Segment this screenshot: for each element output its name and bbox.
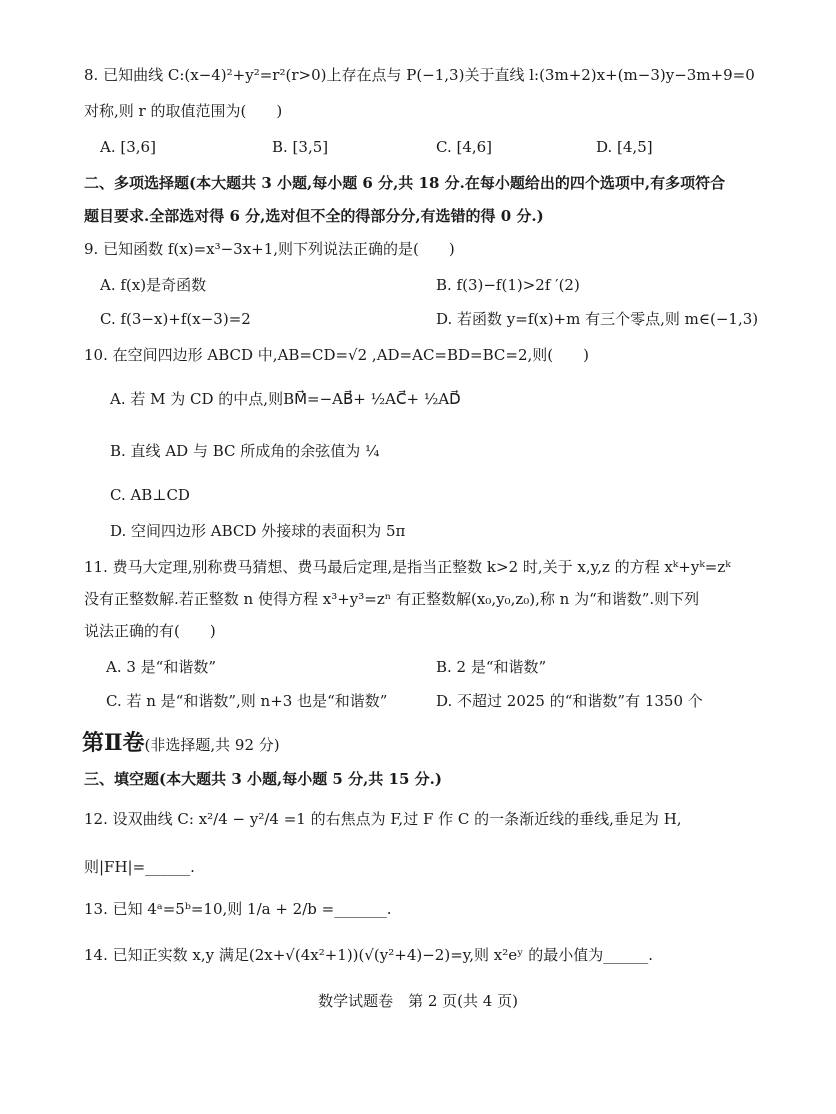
part2-title xyxy=(82,728,280,760)
q8-option-a: A. [3,6] xyxy=(100,138,156,156)
q13-line: 13. 已知 4ᵃ=5ᵇ=10,则 1/a + 2/b =_______. xyxy=(84,900,392,918)
q12-line1: 12. 设双曲线 C: x²/4 − y²/4 =1 的右焦点为 F,过 F 作 C 的一条渐近线的垂线,垂足为 H, xyxy=(84,810,682,828)
q11-option-b: B. 2 是“和谐数” xyxy=(436,658,547,676)
q10-option-b: B. 直线 AD 与 BC 所成角的余弦值为 ¼ xyxy=(110,442,380,460)
q8-option-b: B. [3,5] xyxy=(272,138,329,156)
q8-line1: 8. 已知曲线 C:(x−4)²+y²=r²(r>0)上存在点与 P(−1,3)关于直线 l:(3m+2)x+(m−3)y−3m+9=0 xyxy=(84,66,755,84)
q9-stem: 9. 已知函数 f(x)=x³−3x+1,则下列说法正确的是( ) xyxy=(84,240,455,258)
q11-line3: 说法正确的有( ) xyxy=(84,622,216,640)
q10-option-d: D. 空间四边形 ABCD 外接球的表面积为 5π xyxy=(110,522,406,540)
q9-option-d: D. 若函数 y=f(x)+m 有三个零点,则 m∈(−1,3) xyxy=(436,310,759,328)
q11-line1: 11. 费马大定理,别称费马猜想、费马最后定理,是指当正整数 k>2 时,关于 x,y,z 的方程 xᵏ+yᵏ=zᵏ xyxy=(84,558,731,576)
section3-heading: 三、填空题(本大题共 3 小题,每小题 5 分,共 15 分.) xyxy=(84,770,442,788)
q9-option-a: A. f(x)是奇函数 xyxy=(100,276,207,294)
section2-heading-line2: 题目要求.全部选对得 6 分,选对但不全的得部分分,有选错的得 0 分.) xyxy=(84,207,544,225)
q12-line2: 则|FH|=______. xyxy=(84,858,195,876)
page-footer: 数学试题卷 第 2 页(共 4 页) xyxy=(318,992,518,1010)
q9-option-c: C. f(3−x)+f(x−3)=2 xyxy=(100,310,251,328)
part2-subtitle: (非选择题,共 92 分) xyxy=(144,736,280,754)
q8-option-d: D. [4,5] xyxy=(596,138,653,156)
q11-option-a: A. 3 是“和谐数” xyxy=(106,658,217,676)
q9-option-b: B. f(3)−f(1)>2f ′(2) xyxy=(436,276,580,294)
q14-line: 14. 已知正实数 x,y 满足(2x+√(4x²+1))(√(y²+4)−2)=y,则 x²eʸ 的最小值为______. xyxy=(84,946,654,964)
q11-option-d: D. 不超过 2025 的“和谐数”有 1350 个 xyxy=(436,692,703,710)
part2-title-text: 第Ⅱ卷 xyxy=(82,730,145,756)
q8-option-c: C. [4,6] xyxy=(436,138,493,156)
q8-line2: 对称,则 r 的取值范围为( ) xyxy=(84,102,283,120)
q11-line2: 没有正整数解.若正整数 n 使得方程 x³+y³=zⁿ 有正整数解(x₀,y₀,z₀),称 n 为“和谐数”.则下列 xyxy=(84,590,700,608)
q10-stem: 10. 在空间四边形 ABCD 中,AB=CD=√2 ,AD=AC=BD=BC=2,则( ) xyxy=(84,346,589,364)
q11-option-c: C. 若 n 是“和谐数”,则 n+3 也是“和谐数” xyxy=(106,692,388,710)
q10-option-a: A. 若 M 为 CD 的中点,则BM⃗=−AB⃗+ ½AC⃗+ ½AD⃗ xyxy=(110,390,461,408)
q10-option-c: C. AB⊥CD xyxy=(110,486,190,504)
section2-heading-line1: 二、多项选择题(本大题共 3 小题,每小题 6 分,共 18 分.在每小题给出的四个选项中,有多项符合 xyxy=(84,174,726,192)
